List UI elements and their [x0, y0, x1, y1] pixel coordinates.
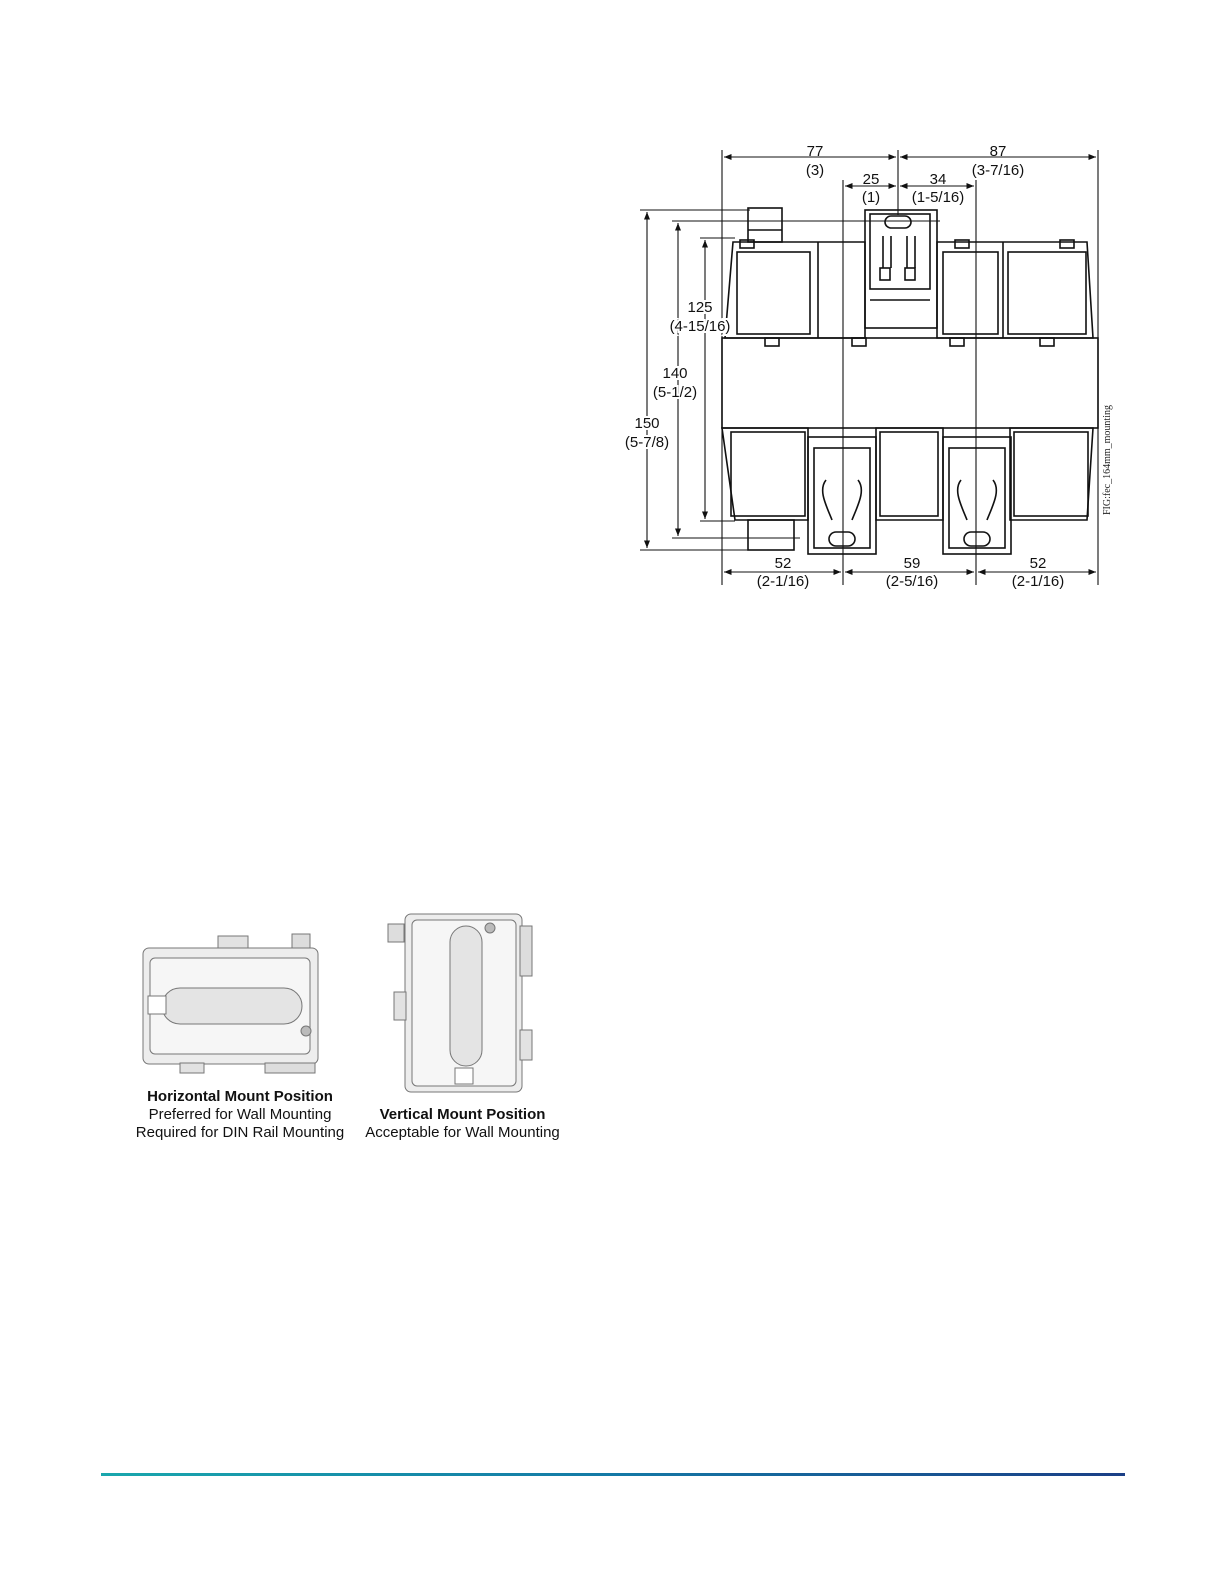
footer-divider: [101, 1473, 1125, 1476]
dim-87-in: (3-7/16): [971, 162, 1025, 179]
dim-59-in: (2-5/16): [885, 573, 939, 590]
dim-125-in: (4-15/16): [669, 318, 731, 335]
dim-140-in: (5-1/2): [652, 384, 698, 401]
dim-52-left-in: (2-1/16): [756, 573, 810, 590]
dim-77-mm: 77: [806, 143, 824, 160]
dim-59-mm: 59: [903, 555, 921, 572]
vertical-mount-title: Vertical Mount Position: [379, 1106, 546, 1123]
horizontal-mount-caption: [110, 1088, 370, 1142]
vertical-mount-caption: [350, 1106, 575, 1142]
horizontal-controller-drawing: [143, 934, 318, 1073]
vertical-controller-drawing: [388, 914, 532, 1092]
mounting-dimensions-diagram: [600, 130, 1120, 600]
dim-52-left-mm: 52: [774, 555, 792, 572]
figure-id: FIG:fec_164mm_mounting: [1102, 405, 1113, 515]
dim-150-mm: 150: [634, 415, 660, 432]
dim-25-mm: 25: [862, 171, 880, 188]
dim-25-in: (1): [861, 189, 881, 206]
dim-34-in: (1-5/16): [911, 189, 965, 206]
dim-52-right-mm: 52: [1029, 555, 1047, 572]
dim-150-in: (5-7/8): [624, 434, 670, 451]
horizontal-mount-line2: Required for DIN Rail Mounting: [135, 1124, 345, 1141]
dim-140-mm: 140: [662, 365, 688, 382]
dim-87-mm: 87: [989, 143, 1007, 160]
horizontal-mount-title: Horizontal Mount Position: [147, 1088, 333, 1105]
dim-34-mm: 34: [929, 171, 947, 188]
dim-52-right-in: (2-1/16): [1011, 573, 1065, 590]
controller-outline: [722, 208, 1098, 554]
horizontal-mount-line1: Preferred for Wall Mounting: [148, 1106, 332, 1123]
vertical-mount-line1: Acceptable for Wall Mounting: [365, 1124, 560, 1141]
dim-77-in: (3): [805, 162, 825, 179]
dim-125-mm: 125: [687, 299, 713, 316]
